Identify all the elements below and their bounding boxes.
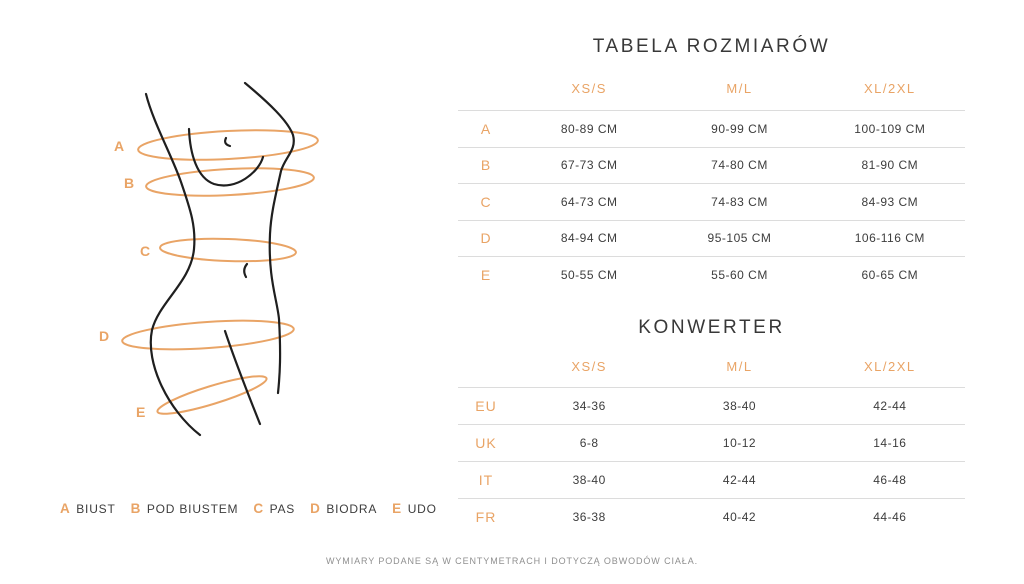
cell-value: 50-55 CM — [560, 267, 618, 282]
cell-value: 38-40 — [572, 472, 606, 487]
row-label: FR — [475, 508, 497, 525]
cell-value: 74-83 CM — [711, 194, 768, 209]
footnote: WYMIARY PODANE SĄ W CENTYMETRACH I DOTYCZĄ OBWODÓW CIAŁA. — [326, 556, 698, 566]
row-label: E — [480, 266, 492, 283]
cell-value: 10-12 — [722, 435, 757, 450]
cell-value: 44-46 — [873, 509, 907, 524]
cell-value: 84-94 CM — [560, 231, 618, 246]
body-figure — [40, 78, 400, 498]
size-table-row — [458, 147, 965, 184]
legend-letter: B — [130, 501, 141, 516]
column-header: XL/2XL — [863, 359, 916, 374]
cell-value: 90-99 CM — [711, 121, 768, 136]
size-table-row — [458, 183, 965, 220]
measure-ring-hips — [121, 316, 294, 354]
legend-item-biodra — [310, 501, 377, 516]
figure-label-b: B — [124, 175, 136, 191]
row-label: EU — [475, 397, 497, 414]
legend-word: PAS — [269, 502, 296, 516]
legend-letter: E — [392, 501, 402, 516]
column-header: XS/S — [571, 80, 607, 96]
legend-item-udo — [392, 501, 437, 516]
converter-table-row — [458, 387, 965, 424]
legend-word: BIUST — [76, 502, 116, 516]
nipple-mark — [225, 138, 230, 146]
cell-value: 67-73 CM — [560, 158, 618, 173]
cell-value: 6-8 — [579, 435, 599, 450]
legend-letter: C — [253, 501, 264, 516]
row-label: B — [480, 157, 492, 174]
tables-area — [458, 36, 965, 535]
cell-value: 74-80 CM — [711, 158, 768, 173]
navel-mark — [244, 264, 247, 277]
legend-item-pod-biustem — [131, 501, 239, 516]
cell-value: 60-65 CM — [861, 267, 919, 282]
legend-letter: D — [310, 501, 321, 516]
measurement-legend — [60, 501, 437, 516]
cell-value: 55-60 CM — [711, 267, 768, 282]
cell-value: 100-109 CM — [854, 121, 926, 136]
row-label: A — [480, 120, 492, 137]
measure-ring-thigh — [155, 370, 269, 421]
converter-table-header — [458, 357, 965, 377]
measure-ring-underbust — [145, 165, 314, 200]
cell-value: 64-73 CM — [560, 194, 618, 209]
column-header: XS/S — [571, 359, 607, 374]
converter-table-title: KONWERTER — [638, 316, 785, 338]
figure-label-a: A — [114, 138, 126, 154]
row-label: D — [480, 230, 492, 247]
cell-value: 36-38 — [572, 509, 606, 524]
row-label: UK — [475, 434, 497, 451]
figure-label-c: C — [140, 243, 152, 259]
body-outline-front — [146, 94, 200, 435]
row-label: IT — [478, 471, 494, 488]
legend-item-pas — [253, 501, 295, 516]
cell-value: 42-44 — [722, 472, 757, 487]
figure-label-e: E — [136, 404, 147, 420]
cell-value: 46-48 — [873, 472, 907, 487]
legend-word: BIODRA — [326, 502, 378, 516]
cell-value: 95-105 CM — [707, 231, 772, 246]
column-header: M/L — [726, 359, 753, 374]
size-table-title: TABELA ROZMIARÓW — [592, 36, 831, 57]
size-table-row — [458, 256, 965, 293]
figure-label-d: D — [99, 328, 111, 344]
size-table-header — [458, 78, 965, 98]
legend-letter: A — [60, 501, 71, 516]
legend-word: POD BIUSTEM — [146, 502, 239, 516]
size-table — [458, 36, 965, 293]
legend-item-biust — [60, 501, 116, 516]
measure-ring-waist — [160, 237, 297, 264]
legend-word: UDO — [407, 502, 437, 516]
cell-value: 38-40 — [722, 398, 757, 413]
cell-value: 34-36 — [572, 398, 606, 413]
cell-value: 42-44 — [873, 398, 907, 413]
cell-value: 14-16 — [873, 435, 907, 450]
column-header: XL/2XL — [863, 80, 916, 96]
size-table-row — [458, 220, 965, 257]
cell-value: 106-116 CM — [854, 231, 925, 246]
cell-value: 81-90 CM — [861, 158, 919, 173]
converter-table-row — [458, 424, 965, 461]
cell-value: 84-93 CM — [861, 194, 919, 209]
row-label: C — [480, 193, 492, 210]
size-table-row — [458, 110, 965, 147]
cell-value: 80-89 CM — [560, 121, 618, 136]
converter-table — [458, 317, 965, 535]
cell-value: 40-42 — [722, 509, 757, 524]
converter-table-row — [458, 461, 965, 498]
converter-table-row — [458, 498, 965, 535]
column-header: M/L — [726, 80, 753, 96]
